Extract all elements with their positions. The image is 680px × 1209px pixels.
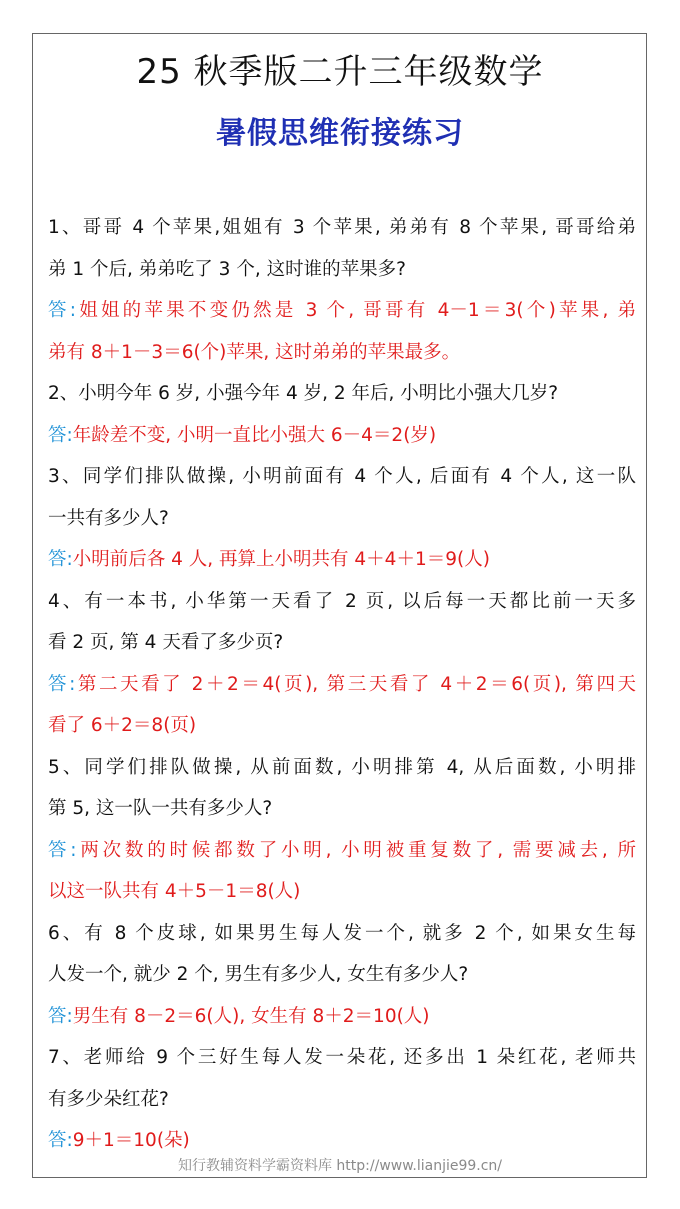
answer-text: 两次数的时候都数了小明, 小明被重复数了, 需要减去, 所 — [76, 839, 636, 861]
answer-text: 小明前后各 4 人, 再算上小明共有 4＋4＋1＝9(人) — [72, 549, 490, 570]
question-line: 7、老师给 9 个三好生每人发一朵花, 还多出 1 朵红花, 老师共 — [48, 1047, 636, 1068]
answer-line — [48, 332, 636, 374]
problem-item — [48, 581, 636, 747]
question-line: 一共有多少人? — [48, 507, 169, 529]
question-line: 4、有一本书, 小华第一天看了 2 页, 以后每一天都比前一天多 — [48, 590, 636, 612]
answer-text: 9＋1＝10(朵) — [72, 1130, 190, 1151]
question-line: 看 2 页, 第 4 天看了多少页? — [48, 632, 284, 653]
answer-line — [48, 996, 636, 1038]
question-line: 3、同学们排队做操, 小明前面有 4 个人, 后面有 4 个人, 这一队 — [48, 466, 636, 487]
answer-line — [48, 705, 636, 747]
question-line: 第 5, 这一队一共有多少人? — [48, 798, 273, 819]
answer-line — [48, 415, 636, 457]
problem-item — [48, 913, 636, 1038]
answer-line — [48, 871, 636, 913]
problem-item — [48, 456, 636, 581]
page-title: 25 秋季版二升三年级数学 — [136, 52, 544, 92]
answer-text: 弟有 8＋1－3＝6(个)苹果, 这时弟弟的苹果最多。 — [48, 341, 461, 363]
answer-label: 答: — [48, 549, 73, 570]
answer-text: 年龄差不变, 小明一直比小强大 6－4＝2(岁) — [72, 424, 437, 446]
answer-line — [48, 830, 636, 872]
problem-list — [48, 207, 636, 1162]
answer-text: 第二天看了 2＋2＝4(页), 第三天看了 4＋2＝6(页), 第四天 — [75, 673, 636, 695]
answer-line — [48, 290, 636, 332]
footer-source: 知行教辅资料学霸资料库 http://www.lianjie99.cn/ — [177, 1158, 503, 1174]
page-subtitle: 暑假思维衔接练习 — [216, 116, 464, 151]
answer-label: 答: — [48, 1005, 73, 1027]
answer-line — [48, 664, 636, 706]
problem-item — [48, 207, 636, 373]
answer-text: 看了 6＋2＝8(页) — [48, 715, 197, 736]
question-line: 有多少朵红花? — [48, 1088, 169, 1110]
answer-label: 答: — [48, 1130, 73, 1151]
answer-line — [48, 539, 636, 581]
question-line: 1、哥哥 4 个苹果,姐姐有 3 个苹果, 弟弟有 8 个苹果, 哥哥给弟 — [48, 217, 636, 238]
problem-item — [48, 747, 636, 913]
answer-label: 答: — [48, 300, 76, 321]
problem-item — [48, 373, 636, 456]
answer-text: 以这一队共有 4＋5－1＝8(人) — [48, 881, 301, 902]
question-line: 2、小明今年 6 岁, 小强今年 4 岁, 2 年后, 小明比小强大几岁? — [48, 383, 559, 404]
answer-label: 答: — [48, 673, 76, 695]
problem-item — [48, 1037, 636, 1162]
answer-text: 男生有 8－2＝6(人), 女生有 8＋2＝10(人) — [72, 1005, 430, 1027]
question-line: 6、有 8 个皮球, 如果男生每人发一个, 就多 2 个, 如果女生每 — [48, 922, 636, 944]
question-line: 人发一个, 就少 2 个, 男生有多少人, 女生有多少人? — [48, 964, 469, 985]
question-line: 弟 1 个后, 弟弟吃了 3 个, 这时谁的苹果多? — [48, 258, 406, 280]
answer-label: 答: — [48, 839, 77, 861]
question-line: 5、同学们排队做操, 从前面数, 小明排第 4, 从后面数, 小明排 — [48, 756, 636, 778]
answer-text: 姐姐的苹果不变仍然是 3 个, 哥哥有 4－1＝3(个)苹果, 弟 — [75, 300, 636, 321]
answer-label: 答: — [48, 424, 73, 446]
